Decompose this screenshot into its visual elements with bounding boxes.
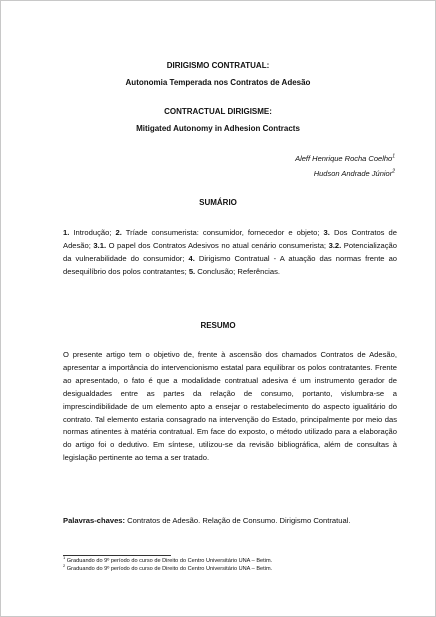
sumario-item-1-number: 1. [63, 228, 70, 237]
sumario-item-3-text: Dos Contratos de Adesão; [63, 228, 398, 250]
sumario-item-6-number: 4. [188, 253, 195, 263]
subtitle-english: Mitigated Autonomy in Adhesion Contracts [136, 124, 300, 133]
title-portuguese: DIRIGISMO CONTRATUAL: [166, 61, 270, 70]
footnote-divider [63, 555, 171, 556]
sumario-item-5-text: Potencialização da vulnerabilidade do consumidor; [63, 240, 397, 263]
footnote-1-text: Graduando do 9º período do curso de Direito do Centro Universitário UNA – Betim. [65, 558, 273, 564]
keywords-label: Palavras-chaves: [63, 516, 126, 525]
resumo-heading: RESUMO [200, 321, 236, 330]
keywords [63, 515, 397, 528]
author-2-footnote-mark: 2 [392, 168, 395, 175]
sumario-item-2-text: Tríade consumerista: consumidor, fornecedor e objeto; [121, 228, 324, 237]
author-1-name: Aleff Henrique Rocha Coelho [295, 154, 393, 163]
sumario-item-1-text: Introdução; [69, 228, 116, 237]
sumario-item-7-text: Conclusão; Referências. [195, 266, 280, 276]
footnote-2 [63, 563, 273, 573]
sumario-item-7-number: 5. [188, 266, 196, 276]
footnote-2-text: Graduando do 9º período do curso de Direito do Centro Universitário UNA – Betim. [65, 566, 273, 572]
subtitle-portuguese: Autonomia Temperada nos Contratos de Adesão [125, 78, 311, 87]
sumario-item-6-text: Dirigismo Contratual - A atuação das normas frente ao desequilíbrio dos polos contratantes; [63, 253, 398, 276]
sumario-item-4-text: O papel dos Contratos Adesivos no atual cenário consumerista; [106, 240, 329, 250]
sumario-text [63, 227, 397, 279]
footnote-1 [63, 555, 273, 565]
author-2-name: Hudson Andrade Júnior [313, 169, 393, 178]
sumario-item-2-number: 2. [115, 228, 122, 237]
sumario-heading: SUMÁRIO [199, 198, 237, 207]
author-1-footnote-mark: 1 [392, 153, 395, 160]
resumo-text: O presente artigo tem o objetivo de, frente à ascensão dos chamados Contratos de Adesão, apresentar a importância do intervencionismo estatal para equilibrar os polos contratantes. Frente ao apresentado, o fato é que a modalidade contratual adesiva é um instrumento gerador de desigualdades entre as partes da relação de consumo, portanto, vislumbra-se a imprescindibilidade de um elemento apto a ensejar o restabelecimento do aspecto igualitário do contrato. Tal elemento estaria consagrado na intervenção do Estado, principalmente por meio das normas atinentes à matéria contratual. Em face do exposto, o método utilizado para a elaboração do artigo foi o dedutivo. Em síntese, utilizou-se da revisão bibliográfica, além de consultas à legislação pertinente ao tema a ser tratado. [63, 350, 397, 463]
author-1 [295, 154, 395, 164]
keywords-text: Contratos de Adesão. Relação de Consumo. Dirigismo Contratual. [125, 516, 351, 525]
title-english: CONTRACTUAL DIRIGISME: [164, 107, 272, 116]
footnote-2-number: 2 [63, 563, 66, 569]
footnote-1-number: 1 [63, 555, 66, 561]
sumario-item-5-number: 3.2. [328, 240, 342, 250]
sumario-item-4-number: 3.1. [93, 240, 107, 250]
sumario-item-3-number: 3. [323, 228, 330, 237]
author-2 [314, 169, 395, 179]
